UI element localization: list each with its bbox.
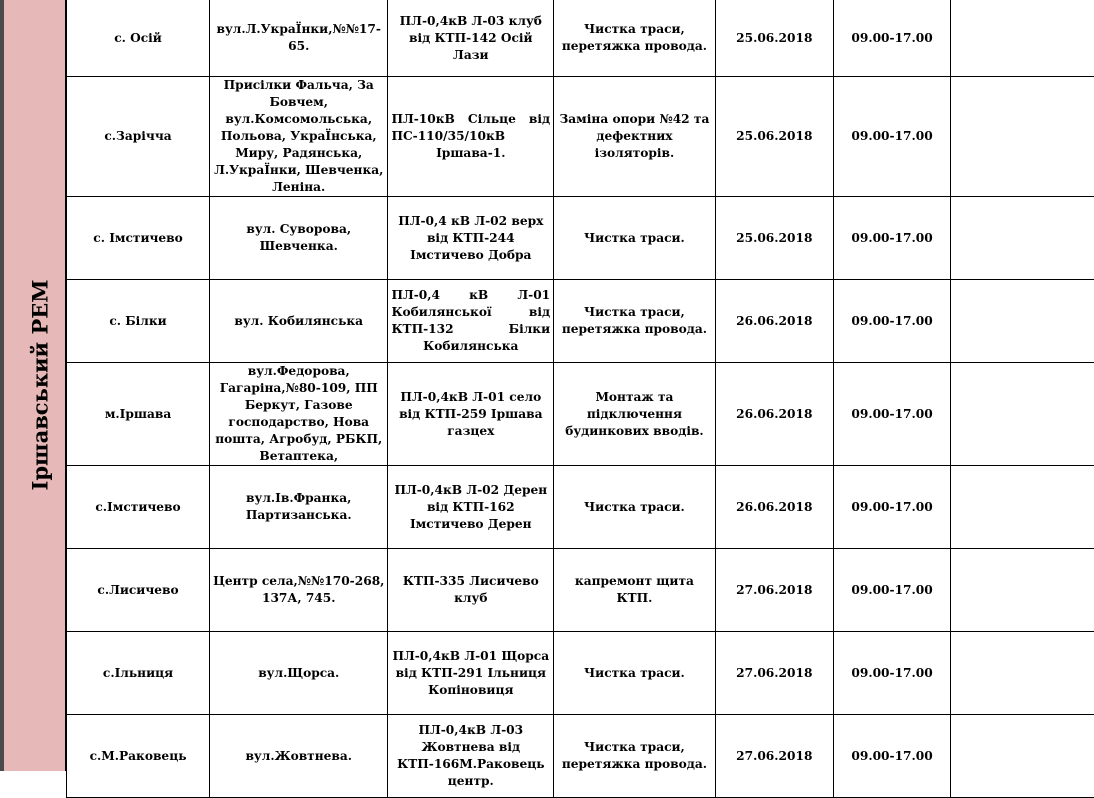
cell-date[interactable]: 25.06.2018 — [715, 197, 833, 280]
cell-line[interactable]: ПЛ-10кВ Сільце від ПС-110/35/10кВ Іршава-1. — [388, 77, 554, 197]
cell-street[interactable]: Центр села,№№170-268, 137А, 745. — [210, 549, 388, 632]
cell-time[interactable]: 09.00-17.00 — [833, 466, 950, 549]
cell-place[interactable]: с.Ільниця — [67, 632, 210, 715]
cell-empty[interactable] — [951, 77, 1094, 197]
cell-empty[interactable] — [951, 197, 1094, 280]
cell-empty[interactable] — [951, 466, 1094, 549]
cell-street[interactable]: вул.Жовтнева. — [210, 715, 388, 798]
cell-work[interactable]: Заміна опори №42 та дефектних ізоляторів. — [554, 77, 716, 197]
cell-work[interactable]: капремонт щита КТП. — [554, 549, 716, 632]
cell-date[interactable]: 25.06.2018 — [715, 77, 833, 197]
table-row — [67, 280, 1094, 363]
cell-place[interactable]: с. Осій — [67, 0, 210, 77]
cell-work[interactable]: Монтаж та підключення будинкових вводів. — [554, 363, 716, 466]
cell-empty[interactable] — [951, 363, 1094, 466]
cell-empty[interactable] — [951, 280, 1094, 363]
cell-time[interactable]: 09.00-17.00 — [833, 77, 950, 197]
table-row — [67, 77, 1094, 197]
cell-place[interactable]: с.Імстичево — [67, 466, 210, 549]
cell-street[interactable]: вул.Ів.Франка, Партизанська. — [210, 466, 388, 549]
cell-place[interactable]: с.М.Раковець — [67, 715, 210, 798]
cell-line[interactable]: ПЛ-0,4кВ Л-01 Щорса від КТП-291 Ільниця Копіновиця — [388, 632, 554, 715]
cell-line[interactable]: ПЛ-0,4кВ Л-03 Жовтнева від КТП-166М.Раковець центр. — [388, 715, 554, 798]
cell-time[interactable]: 09.00-17.00 — [833, 197, 950, 280]
region-label: Іршавський РЕМ — [28, 280, 53, 491]
cell-work[interactable]: Чистка траси, перетяжка провода. — [554, 280, 716, 363]
table-row — [67, 363, 1094, 466]
table-row — [67, 549, 1094, 632]
cell-work[interactable]: Чистка траси. — [554, 197, 716, 280]
cell-line[interactable]: ПЛ-0,4кВ Л-03 клуб від КТП-142 Осій Лази — [388, 0, 554, 77]
cell-place[interactable]: с. Імстичево — [67, 197, 210, 280]
cell-date[interactable]: 26.06.2018 — [715, 280, 833, 363]
cell-empty[interactable] — [951, 715, 1094, 798]
cell-work[interactable]: Чистка траси. — [554, 466, 716, 549]
table-row — [67, 715, 1094, 798]
cell-date[interactable]: 25.06.2018 — [715, 0, 833, 77]
cell-street[interactable]: вул. Кобилянська — [210, 280, 388, 363]
cell-empty[interactable] — [951, 549, 1094, 632]
table-row — [67, 466, 1094, 549]
cell-work[interactable]: Чистка траси. — [554, 632, 716, 715]
cell-date[interactable]: 27.06.2018 — [715, 715, 833, 798]
cell-place[interactable]: с.Лисичево — [67, 549, 210, 632]
cell-street[interactable]: вул.Щорса. — [210, 632, 388, 715]
cell-time[interactable]: 09.00-17.00 — [833, 0, 950, 77]
cell-street[interactable]: вул.Федорова, Гагаріна,№80-109, ПП Беркут, Газове господарство, Нова пошта, Агробуд, РБКП, Ветаптека, — [210, 363, 388, 466]
cell-line[interactable]: ПЛ-0,4кВ Л-01 село від КТП-259 Іршава газцех — [388, 363, 554, 466]
cell-place[interactable]: м.Іршава — [67, 363, 210, 466]
table-row — [67, 632, 1094, 715]
cell-street[interactable]: вул. Суворова, Шевченка. — [210, 197, 388, 280]
cell-time[interactable]: 09.00-17.00 — [833, 549, 950, 632]
cell-line[interactable]: ПЛ-0,4 кВ Л-01 Кобилянської від КТП-132 Білки Кобилянська — [388, 280, 554, 363]
region-merged-cell[interactable] — [0, 0, 66, 771]
cell-work[interactable]: Чистка траси, перетяжка провода. — [554, 0, 716, 77]
cell-date[interactable]: 26.06.2018 — [715, 466, 833, 549]
cell-date[interactable]: 27.06.2018 — [715, 549, 833, 632]
cell-line[interactable]: КТП-335 Лисичево клуб — [388, 549, 554, 632]
cell-place[interactable]: с.Зарічча — [67, 77, 210, 197]
cell-work[interactable]: Чистка траси, перетяжка провода. — [554, 715, 716, 798]
cell-place[interactable]: с. Білки — [67, 280, 210, 363]
cell-time[interactable]: 09.00-17.00 — [833, 715, 950, 798]
outage-schedule-table — [66, 0, 1094, 798]
cell-street[interactable]: Присілки Фальча, За Бовчем, вул.Комсомольська, Польова, УкраЇнська, Миру, Радянська, Л.УкраЇнки, Шевченка, Леніна. — [210, 77, 388, 197]
cell-date[interactable]: 26.06.2018 — [715, 363, 833, 466]
cell-line[interactable]: ПЛ-0,4 кВ Л-02 верх від КТП-244 Імстичево Добра — [388, 197, 554, 280]
cell-time[interactable]: 09.00-17.00 — [833, 363, 950, 466]
cell-time[interactable]: 09.00-17.00 — [833, 280, 950, 363]
cell-date[interactable]: 27.06.2018 — [715, 632, 833, 715]
cell-street[interactable]: вул.Л.УкраЇнки,№№17-65. — [210, 0, 388, 77]
cell-time[interactable]: 09.00-17.00 — [833, 632, 950, 715]
cell-line[interactable]: ПЛ-0,4кВ Л-02 Дерен від КТП-162 Імстичево Дерен — [388, 466, 554, 549]
cell-empty[interactable] — [951, 0, 1094, 77]
cell-empty[interactable] — [951, 632, 1094, 715]
table-row — [67, 197, 1094, 280]
table-row — [67, 0, 1094, 77]
